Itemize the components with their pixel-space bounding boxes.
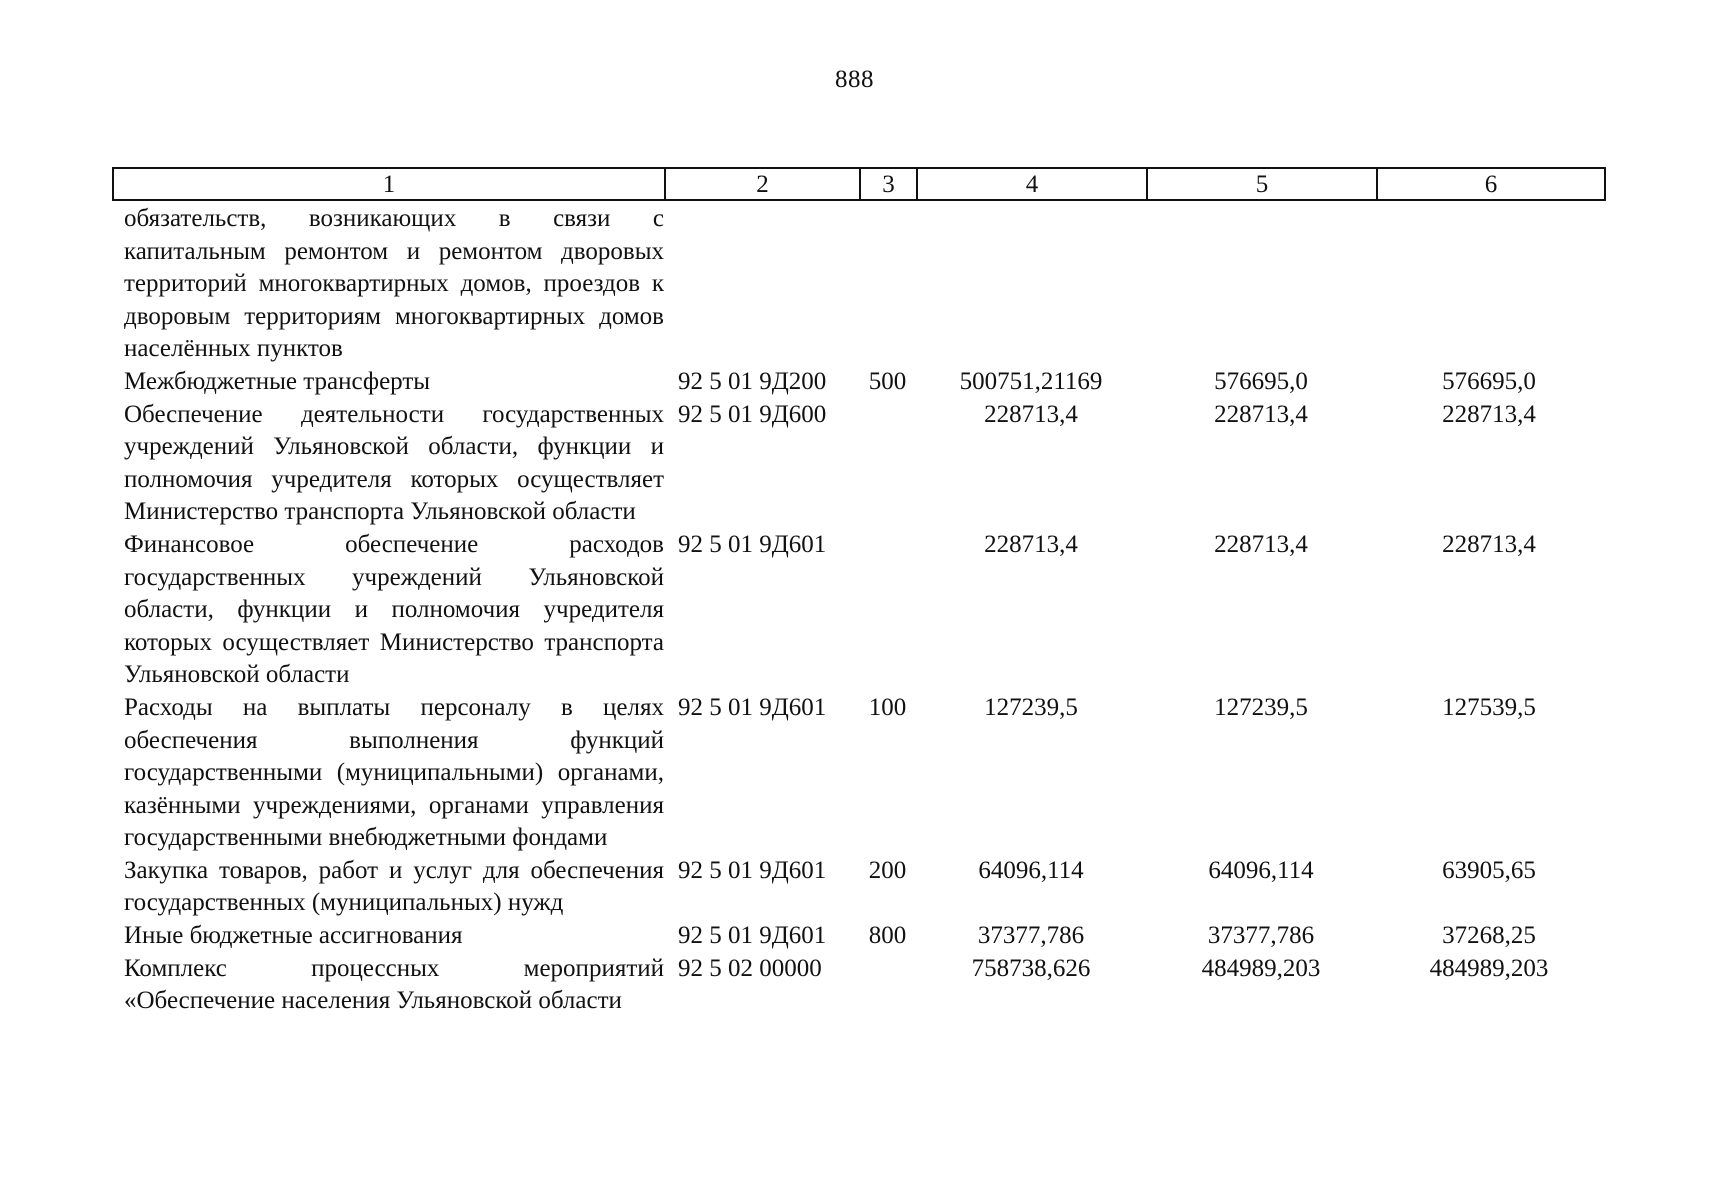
column-header-3: 3 [861, 169, 918, 199]
row-value-col4: 228713,4 [984, 530, 1078, 558]
row-name: Межбюджетные трансферты [124, 367, 431, 395]
column-header-4: 4 [918, 169, 1148, 199]
row-value-col4: 37377,786 [977, 922, 1085, 950]
table-row [112, 953, 1606, 1018]
row-name: Финансовое обеспечение расходов государственных учреждений Ульяновской области, функции и полномочия учредителя которых осуществляет Министерство транспорта Ульяновской области [124, 530, 664, 689]
row-code: 92 5 01 9Д200 [678, 367, 827, 395]
row-value-col5: 484989,203 [1201, 954, 1321, 982]
row-value-col4: 64096,114 [978, 856, 1084, 884]
row-code: 92 5 02 00000 [678, 954, 822, 982]
row-code [664, 203, 859, 366]
row-name: Комплекс процессных мероприятий «Обеспечение населения Ульяновской области [124, 954, 664, 1015]
table-row [112, 920, 1606, 953]
row-expense-type: 100 [868, 693, 907, 721]
table-row [112, 366, 1606, 399]
table-row [112, 855, 1606, 920]
row-value-col6: 63905,65 [1442, 856, 1536, 884]
row-value-col5: 64096,114 [1208, 856, 1314, 884]
row-expense-type: 800 [868, 922, 907, 950]
row-expense-type: 200 [868, 856, 907, 884]
row-name: Закупка товаров, работ и услуг для обеспечения государственных (муниципальных) нужд [124, 856, 664, 917]
row-value-col6: 127539,5 [1442, 693, 1536, 721]
row-value-col6: 37268,25 [1442, 922, 1536, 950]
table-row [112, 692, 1606, 855]
row-value-col4: 758738,626 [971, 954, 1091, 982]
column-header-1: 1 [114, 169, 666, 199]
table-body [112, 203, 1606, 1018]
row-code: 92 5 01 9Д601 [678, 530, 827, 558]
column-header-5: 5 [1148, 169, 1378, 199]
row-code: 92 5 01 9Д601 [678, 693, 827, 721]
row-expense-type: 500 [868, 367, 907, 395]
row-value-col5: 576695,0 [1214, 367, 1308, 395]
row-code: 92 5 01 9Д601 [678, 922, 827, 950]
row-value-col5 [1146, 203, 1376, 366]
row-value-col6: 228713,4 [1442, 530, 1536, 558]
row-expense-type [859, 399, 916, 529]
row-expense-type [859, 203, 916, 366]
row-code: 92 5 01 9Д601 [678, 856, 827, 884]
row-value-col5: 127239,5 [1214, 693, 1308, 721]
row-code: 92 5 01 9Д600 [678, 400, 827, 428]
page-number: 888 [835, 66, 874, 93]
row-value-col5: 228713,4 [1214, 530, 1308, 558]
row-value-col4 [916, 203, 1146, 366]
row-expense-type [859, 953, 916, 1018]
row-value-col6: 484989,203 [1429, 954, 1549, 982]
row-value-col4: 500751,21169 [959, 367, 1103, 395]
row-name: Обеспечение деятельности государственных учреждений Ульяновской области, функции и полномочия учредителя которых осуществляет Министерство транспорта Ульяновской области [124, 400, 664, 526]
row-value-col4: 127239,5 [984, 693, 1078, 721]
table-header [112, 167, 1606, 201]
row-expense-type [859, 529, 916, 692]
table-row [112, 529, 1606, 692]
row-name: обязательств, возникающих в связи с капитальным ремонтом и ремонтом дворовых территорий многоквартирных домов, проездов к дворовым территориям многоквартирных домов населённых пунктов [124, 205, 664, 363]
row-value-col4: 228713,4 [984, 400, 1078, 428]
row-value-col6 [1376, 203, 1602, 366]
row-value-col5: 37377,786 [1207, 922, 1315, 950]
row-name: Иные бюджетные ассигнования [124, 922, 463, 950]
row-name: Расходы на выплаты персоналу в целях обеспечения выполнения функций государственными (муниципальными) органами, казёнными учреждениями, органами управления государственными внебюджетными фондами [124, 693, 664, 852]
column-header-2: 2 [666, 169, 861, 199]
row-value-col5: 228713,4 [1214, 400, 1308, 428]
row-value-col6: 576695,0 [1442, 367, 1536, 395]
table-row [112, 203, 1606, 366]
row-value-col6: 228713,4 [1442, 400, 1536, 428]
table-row [112, 399, 1606, 529]
column-header-6: 6 [1484, 171, 1498, 198]
